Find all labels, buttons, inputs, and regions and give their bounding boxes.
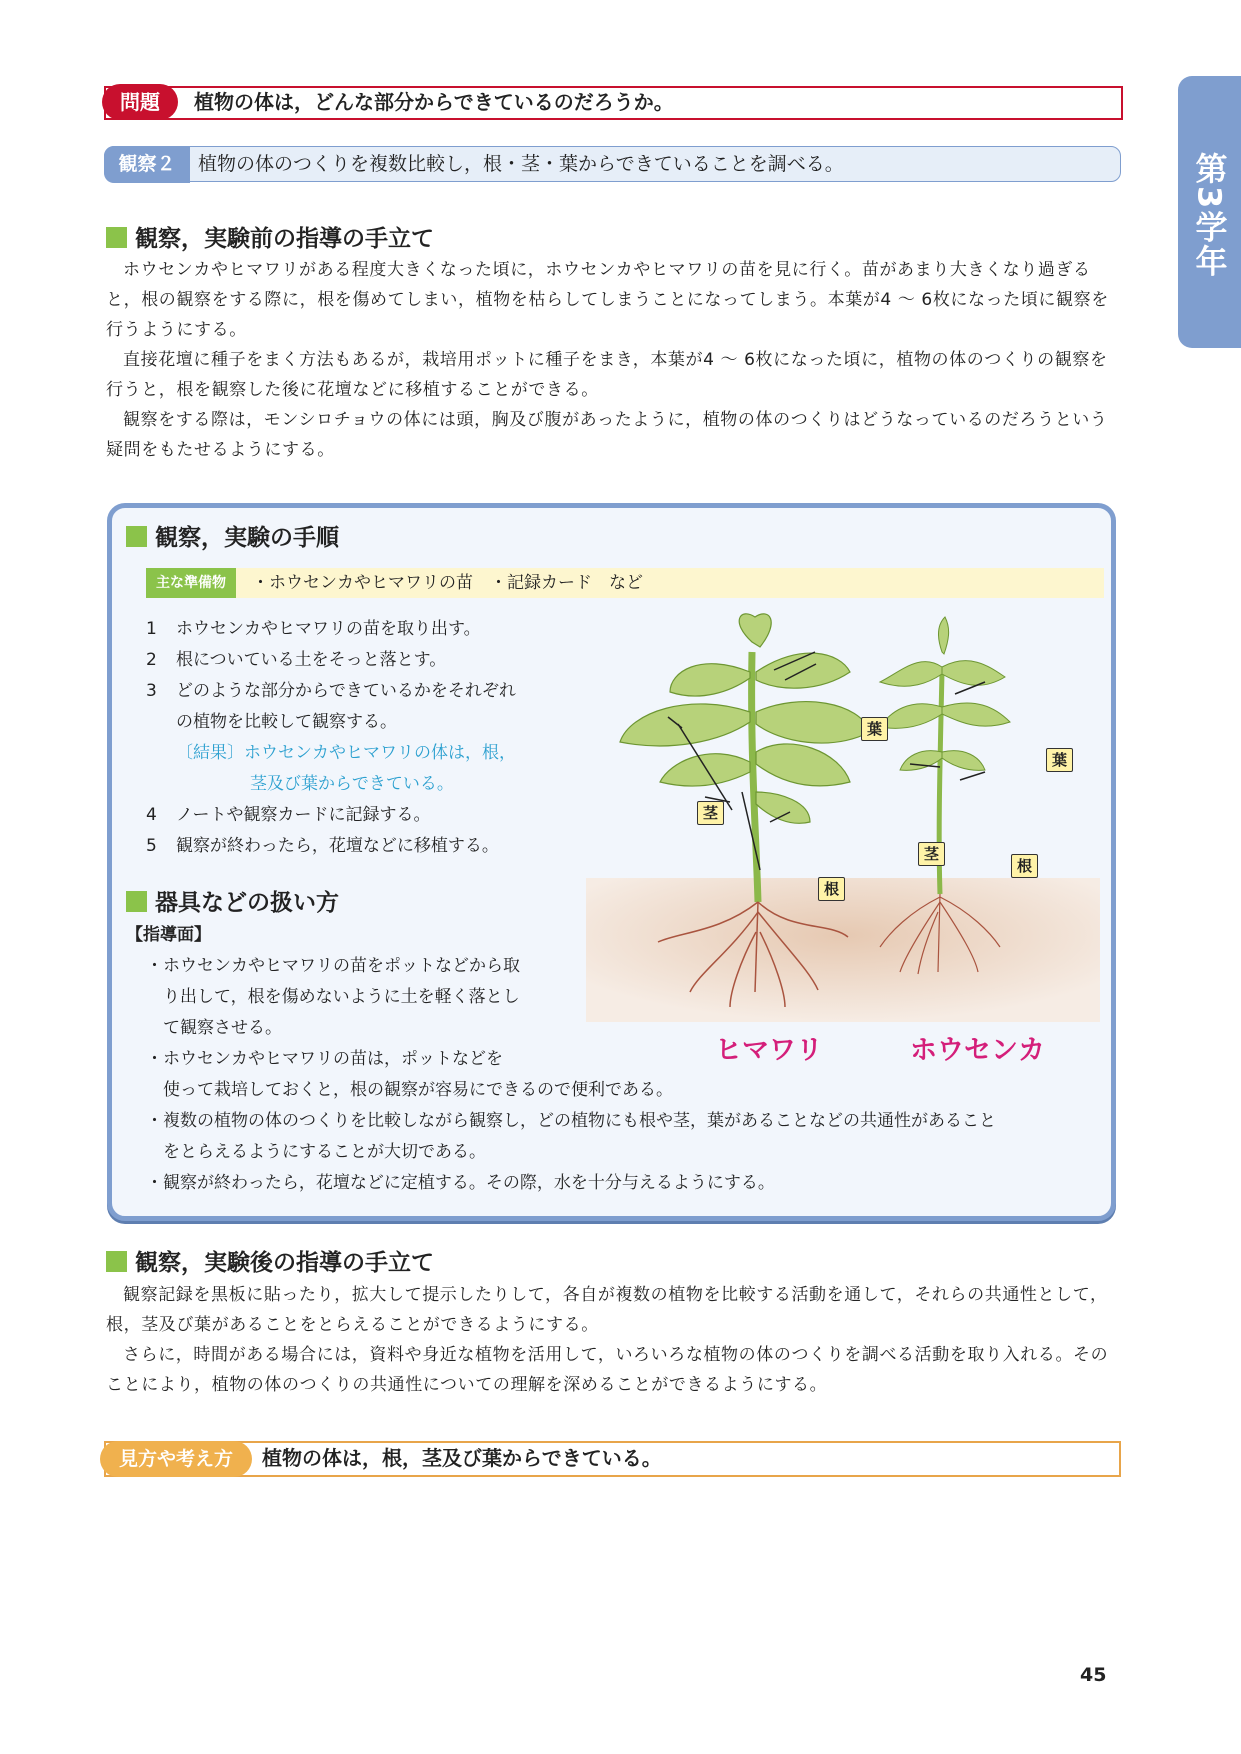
result-line-2: 茎及び葉からできている。 [250,774,454,794]
bullet-line: ・複数の植物の体のつくりを比較しながら観察し，どの植物にも根や茎，葉があることなどの共通性があること [146,1111,996,1131]
plant-illustration [580,612,1104,1062]
step-item [146,645,586,676]
handling-subheading: 【指導面】 [126,925,211,945]
bullet-line: ・観察が終わったら，花壇などに定植する。その際，水を十分与えるようにする。 [146,1173,775,1193]
post-paragraph-1: 観察記録を黒板に貼ったり，拡大して提示したりして，各自が複数の植物を比較する活動を通して，それらの共通性として，根，茎及び葉があることをとらえることができるようにする。 [106,1285,1108,1335]
page-number: 45 [1080,1664,1107,1686]
handling-heading-text: 器具などの扱い方 [155,890,339,916]
handling-heading [126,888,339,918]
observation-text: 植物の体のつくりを複数比較し，根・茎・葉からできていることを調べる。 [198,153,844,175]
mikata-text: 植物の体は，根，茎及び葉からできている。 [262,1446,662,1470]
pre-paragraph-1: ホウセンカやヒマワリがある程度大きくなった頃に，ホウセンカやヒマワリの苗を見に行く。苗があまり大きくなり過ぎると，根の観察をする際に，根を傷めてしまい，植物を枯らしてしまうことになってしまう。本葉が4 ～ 6枚になった頃に観察を行うようにする。 [106,260,1109,340]
post-heading [106,1248,434,1278]
sunflower-drawing [620,614,870,902]
post-heading-text: 観察，実験後の指導の手立て [135,1250,434,1276]
step-number: 4 [146,805,157,825]
step-number: 2 [146,650,157,670]
step-number: 5 [146,836,157,856]
step-item [146,831,586,862]
step-text: ノートや観察カードに記録する。 [176,805,431,825]
problem-text: 植物の体は，どんな部分からできているのだろうか。 [194,90,674,114]
prep-text: ・ホウセンカやヒマワリの苗 ・記録カード など [252,573,643,593]
heading-square-icon [126,526,147,547]
step-item [146,676,586,707]
step-text: どのような部分からできているかをそれぞれ [176,681,516,701]
problem-tag: 問題 [102,84,178,120]
grade-tab-label [1178,152,1241,278]
procedure-heading [126,523,339,553]
heading-square-icon [106,227,127,248]
post-paragraph-2: さらに，時間がある場合には，資料や身近な植物を活用して，いろいろな植物の体のつくりを調べる活動を取り入れる。そのことにより，植物の体のつくりの共通性についての理解を深めることができるようにする。 [106,1345,1109,1395]
step-item [146,707,586,738]
pre-heading [106,224,434,254]
label-leaf-sunflower: 葉 [861,717,888,741]
label-leaf-balsam: 葉 [1046,748,1073,772]
post-body [106,1280,1120,1400]
sunflower-name: ヒマワリ [715,1035,823,1066]
procedure-heading-text: 観察，実験の手順 [155,525,339,551]
step-text: 根についている土をそっと落とす。 [176,650,447,670]
bullet-line: 使って栽培しておくと，根の観察が容易にできるので便利である。 [163,1080,673,1100]
pre-heading-text: 観察，実験前の指導の手立て [135,226,434,252]
pre-paragraph-2: 直接花壇に種子をまく方法もあるが，栽培用ポットに種子をまき，本葉が4 ～ 6枚になった頃に，植物の体のつくりの観察を行うと，根を観察した後に花壇などに移植することができる。 [106,350,1108,400]
label-root-balsam: 根 [1011,854,1038,878]
grade-tab-text: 第3学年 [1190,152,1229,279]
step-item [146,800,586,831]
label-root-sunflower: 根 [818,877,845,901]
label-stem-balsam: 茎 [918,842,945,866]
step-number: 1 [146,619,157,639]
observation-tag: 観察２ [104,146,190,183]
step-text: ホウセンカやヒマワリの苗を取り出す。 [176,619,481,639]
balsam-name: ホウセンカ [910,1035,1045,1066]
pre-body [106,255,1120,465]
bullet-line: ・ホウセンカやヒマワリの苗をポットなどから取 [146,956,520,976]
bullet-line: て観察させる。 [163,1018,282,1038]
heading-square-icon [106,1251,127,1272]
step-text: の植物を比較して観察する。 [176,712,397,732]
result-line-1: 〔結果〕ホウセンカやヒマワリの体は，根， [176,743,516,763]
step-text: 観察が終わったら，花壇などに移植する。 [176,836,499,856]
heading-square-icon [126,891,147,912]
bullet-line: をとらえるようにすることが大切である。 [163,1142,486,1162]
step-item [146,614,586,645]
label-stem-sunflower: 茎 [697,801,724,825]
pre-paragraph-3: 観察をする際は，モンシロチョウの体には頭，胸及び腹があったように，植物の体のつくりはどうなっているのだろうという疑問をもたせるようにする。 [106,410,1108,460]
procedure-steps [146,614,586,862]
bullet-line: り出して，根を傷めないように土を軽く落とし [163,987,520,1007]
bullet-line: ・ホウセンカやヒマワリの苗は，ポットなどを [146,1049,503,1069]
mikata-tag: 見方や考え方 [100,1441,252,1477]
prep-tag: 主な準備物 [146,568,236,598]
step-number: 3 [146,681,157,701]
